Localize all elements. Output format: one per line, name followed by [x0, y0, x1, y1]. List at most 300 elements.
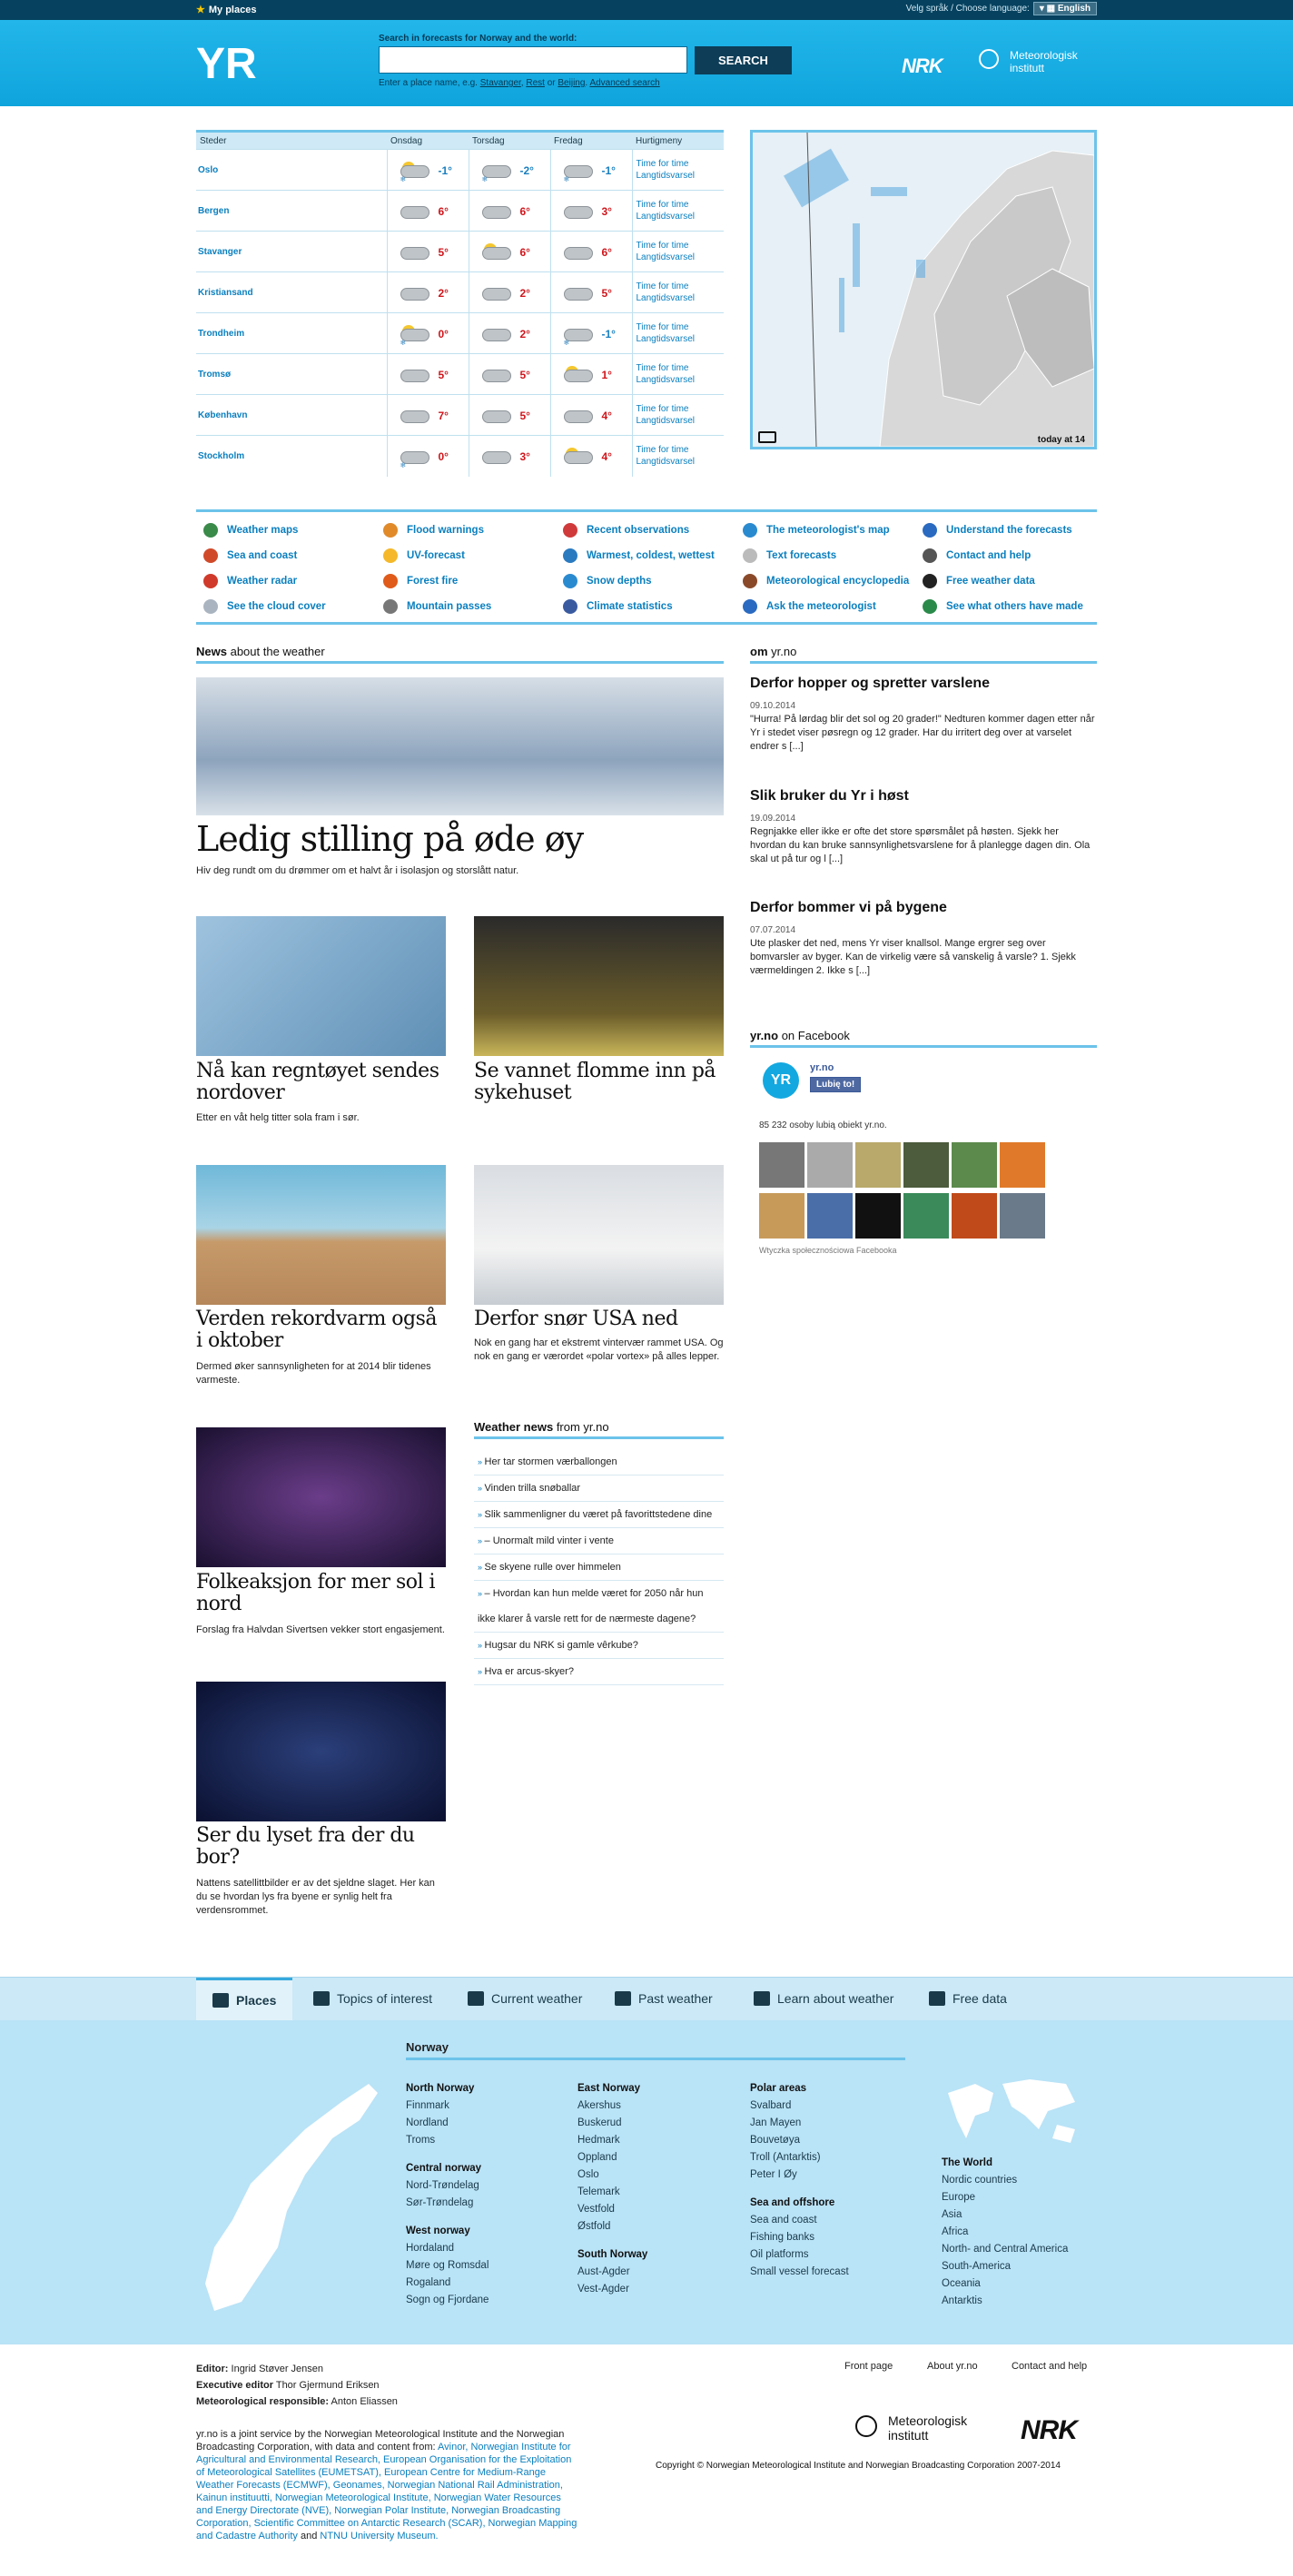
temperature: 0° — [438, 450, 449, 463]
place-link[interactable]: Tromsø — [196, 354, 387, 395]
fb-like-button[interactable]: Lubię to! — [810, 1077, 861, 1092]
hour-by-hour-link[interactable]: Time for time — [636, 404, 689, 414]
footer-link[interactable]: Fishing banks — [750, 2232, 814, 2243]
quick-menu — [632, 150, 724, 191]
quick-link[interactable]: Text forecasts — [735, 548, 917, 574]
day-forecast[interactable] — [550, 354, 632, 395]
quick-link[interactable]: Meteorological encyclopedia — [735, 574, 917, 599]
cloudy-icon — [482, 202, 511, 219]
footer-link[interactable]: Bouvetøya — [750, 2135, 800, 2146]
quick-link[interactable]: Weather maps — [196, 523, 378, 548]
hour-by-hour-link[interactable]: Time for time — [636, 363, 689, 373]
weather-news-item[interactable]: » Her tar stormen værballongen — [474, 1449, 724, 1476]
day-forecast[interactable] — [469, 191, 550, 232]
quick-links-column — [196, 523, 378, 625]
star-icon: ★ — [196, 5, 205, 15]
cloud-icon — [564, 451, 593, 464]
day-forecast[interactable] — [550, 395, 632, 436]
joint-service-text: yr.no is a joint service by the Norwegian Meteorological Institute and the Norwegian Broadcasting Corporation, with data and content from: Avinor, Norwegian Institute for Agricultural and Environmental Research, European Organisation for the Exploitation of Meteorological Satellites (EUMETSAT), European Centre for Medium-Range Weather Forecasts (ECMWF), Geonames, Norwegian National Rail Administration, Kainun instituutti, Norwegian Meteorological Institute, Norwegian Water Resources and Energy Directorate (NVE), Norwegian Polar Institute, Norwegian Broadcasting Corporation, Scientific Committee on Antarctic Research (SCAR), Norwegian Mapping and Cadastre Authority and NTNU University Museum. — [196, 2429, 577, 2541]
temperature: 5° — [519, 410, 530, 422]
search-input[interactable] — [379, 46, 687, 74]
place-link[interactable]: Bergen — [196, 191, 387, 232]
facebook-widget: YR yr.no Lubię to! 85 232 osoby lubią obiekt yr.no. Wtyczka społecznościowa Facebooka — [750, 1046, 1097, 1255]
om-heading: om yr.no — [750, 645, 1097, 664]
footer-link[interactable]: Telemark — [577, 2186, 620, 2197]
snow-icon: ❄ — [400, 461, 407, 469]
footer-link[interactable]: Buskerud — [577, 2117, 622, 2128]
weather-news-item[interactable]: » Vinden trilla snøballar — [474, 1476, 724, 1502]
cloud-icon — [564, 410, 593, 423]
cloud-icon — [482, 370, 511, 382]
footer-link[interactable]: Sogn og Fjordane — [406, 2295, 489, 2305]
site-header: YR Search in forecasts for Norway and the world: SEARCH Enter a place name, e.g. Stavanger, Rest or Beijing. Advanced search NRK Meteorologisk institutt — [0, 20, 1293, 106]
day-forecast[interactable] — [387, 272, 469, 313]
cloud-icon — [400, 206, 429, 219]
quick-link[interactable]: Flood warnings — [376, 523, 558, 548]
temperature: -1° — [601, 164, 616, 177]
cloudy-icon — [400, 243, 429, 260]
quick-link-icon — [203, 574, 218, 588]
news-image-2[interactable] — [474, 916, 724, 1056]
cloud-icon — [400, 370, 429, 382]
snow-icon: ❄ — [563, 339, 570, 347]
day-forecast[interactable] — [469, 354, 550, 395]
news-title-6[interactable]: Ser du lyset fra der du bor? — [196, 1824, 415, 1869]
footer-link[interactable]: Troll (Antarktis) — [750, 2152, 821, 2163]
weather-news-item[interactable]: » Hugsar du NRK si gamle vêrkube? — [474, 1633, 724, 1659]
footer-tab-icon — [212, 1993, 229, 2008]
footer-link[interactable]: Africa — [942, 2226, 969, 2237]
play-icon[interactable] — [758, 431, 776, 443]
temperature: 2° — [438, 287, 449, 300]
footer-link[interactable]: Østfold — [577, 2221, 611, 2232]
forecast-row — [196, 354, 724, 395]
footer-link[interactable]: Vestfold — [577, 2204, 615, 2215]
temperature: 5° — [519, 369, 530, 381]
forecast-header: Hurtigmeny — [632, 132, 724, 150]
long-term-link[interactable]: Langtidsvarsel — [636, 457, 695, 468]
news-ingress-6: Nattens satellittbilder er av det sjeldne slaget. Her kan du se hvordan lys fra byene er synlig helt fra verdensrommet. — [196, 1878, 435, 1916]
cloud-icon — [564, 247, 593, 260]
footer-region-heading[interactable]: The World — [942, 2157, 993, 2168]
news-main-image[interactable] — [196, 677, 724, 815]
quick-links-column — [556, 523, 737, 625]
footer-link[interactable]: Europe — [942, 2192, 976, 2203]
quick-link-icon — [923, 599, 937, 614]
hour-by-hour-link[interactable]: Time for time — [636, 200, 689, 210]
forecast-row — [196, 191, 724, 232]
hour-by-hour-link[interactable]: Time for time — [636, 241, 689, 251]
day-forecast[interactable] — [469, 436, 550, 477]
footer-link[interactable]: Vest-Agder — [577, 2284, 629, 2295]
temperature: 0° — [438, 328, 449, 341]
footer-region-heading[interactable]: Central norway — [406, 2163, 482, 2174]
temperature: 6° — [601, 246, 612, 259]
quick-link[interactable]: The meteorologist's map — [735, 523, 917, 548]
cloudy-icon — [482, 407, 511, 423]
map-svg — [753, 133, 1094, 447]
language-select[interactable]: ▾ ▦ English — [1033, 2, 1097, 15]
footer-tab-icon — [468, 1991, 484, 2006]
quick-link[interactable]: UV-forecast — [376, 548, 558, 574]
quick-link-icon — [203, 523, 218, 538]
weather-news-item[interactable]: » Se skyene rulle over himmelen — [474, 1554, 724, 1581]
news-title-4[interactable]: Derfor snør USA ned — [474, 1308, 678, 1330]
quick-link-icon — [743, 523, 757, 538]
footer-link[interactable]: Nordic countries — [942, 2175, 1018, 2186]
footer-region-heading[interactable]: East Norway — [577, 2083, 641, 2094]
footer-tab[interactable]: Free data — [929, 1989, 1007, 2008]
avatar[interactable] — [855, 1193, 901, 1239]
bullet-icon: » — [478, 1484, 485, 1493]
day-forecast[interactable] — [469, 232, 550, 272]
footer-link[interactable]: Aust-Agder — [577, 2266, 630, 2277]
avatar[interactable] — [903, 1193, 949, 1239]
advanced-search-link[interactable]: Advanced search — [589, 78, 660, 88]
footer-tab-icon — [615, 1991, 631, 2006]
cloudy-icon — [564, 243, 593, 260]
forecast-row — [196, 436, 724, 477]
yr-logo[interactable] — [196, 42, 267, 84]
footer-col — [750, 2080, 849, 2281]
quick-link[interactable]: See the cloud cover — [196, 599, 378, 625]
avatar[interactable] — [855, 1142, 901, 1188]
om-item[interactable]: Derfor hopper og spretter varslene 09.10.2014 "Hurra! På lørdag blir det sol og 20 grader!" Nedturen kommer dagen etter når Yr i stedet viser pøsregn og 12 grader. Har du irritert deg over at varselet endrer s [...] — [750, 676, 1095, 752]
footer-link[interactable]: Rogaland — [406, 2277, 451, 2288]
news-image-3[interactable] — [196, 1165, 446, 1305]
weather-news-item[interactable]: » Hva er arcus-skyer? — [474, 1659, 724, 1685]
sources-links[interactable]: Avinor, Norwegian Institute for Agricultural and Environmental Research, European Organisation for the Exploitation of Meteorological Satellites (EUMETSAT), European Centre for Medium-Range Weather Forecasts (ECMWF), Geonames, Norwegian National Rail Administration, Kainun instituutti, Norwegian Meteorological Institute, Norwegian Water Resources and Energy Directorate (NVE), Norwegian Polar Institute, Norwegian Broadcasting Corporation, Scientific Committee on Antarctic Research (SCAR), Norwegian Mapping and Cadastre Authority — [196, 2442, 577, 2541]
place-link[interactable]: Kristiansand — [196, 272, 387, 313]
place-link[interactable]: København — [196, 395, 387, 436]
avatar[interactable] — [1000, 1193, 1045, 1239]
quick-link[interactable]: Contact and help — [915, 548, 1097, 574]
hour-by-hour-link[interactable]: Time for time — [636, 322, 689, 332]
footer-link[interactable]: Nord-Trøndelag — [406, 2180, 479, 2191]
footer-link[interactable]: Antarktis — [942, 2295, 982, 2306]
snow-icon: ❄ — [400, 339, 407, 347]
quick-link-icon — [383, 548, 398, 563]
quick-link[interactable]: Climate statistics — [556, 599, 737, 625]
footer-tab-icon — [754, 1991, 770, 2006]
forecast-header: Torsdag — [469, 132, 550, 150]
cloud-icon — [400, 288, 429, 301]
quick-link[interactable]: Ask the meteorologist — [735, 599, 917, 625]
temperature: 1° — [601, 369, 612, 381]
news-ingress-4: Nok en gang har et ekstremt vintervær rammet USA. Og nok en gang er værordet «polar vortex» på alles lepper. — [474, 1337, 724, 1362]
search-hint: Enter a place name, e.g. Stavanger, Rest or Beijing. Advanced search — [379, 78, 660, 88]
cloudy-icon — [482, 366, 511, 382]
temperature: 5° — [438, 369, 449, 381]
bullet-icon: » — [478, 1457, 485, 1466]
temperature: 6° — [438, 205, 449, 218]
world-map-icon — [939, 2066, 1084, 2147]
place-link[interactable]: Oslo — [196, 150, 387, 191]
footer-link[interactable]: Hordaland — [406, 2243, 455, 2254]
news-title-2[interactable]: Se vannet flomme inn på sykehuset — [474, 1060, 716, 1104]
partly-cloudy-icon — [564, 366, 593, 382]
day-forecast[interactable] — [550, 191, 632, 232]
snow-icon: ❄ — [400, 175, 407, 183]
avatar[interactable] — [903, 1142, 949, 1188]
day-forecast[interactable] — [469, 272, 550, 313]
day-forecast[interactable] — [387, 191, 469, 232]
quick-menu — [632, 436, 724, 477]
footer-link[interactable]: Møre og Romsdal — [406, 2260, 489, 2271]
cloud-icon — [400, 410, 429, 423]
fb-fan-grid — [759, 1142, 1050, 1244]
quick-link-icon — [743, 548, 757, 563]
footer-link[interactable]: South-America — [942, 2261, 1012, 2272]
front-page-link[interactable]: Front page — [844, 2361, 893, 2372]
footer-region-heading[interactable]: Polar areas — [750, 2083, 807, 2094]
footer-region-heading[interactable]: South Norway — [577, 2249, 648, 2260]
cloudy-icon — [400, 366, 429, 382]
quick-link[interactable]: Forest fire — [376, 574, 558, 599]
footer-link[interactable]: Oil platforms — [750, 2249, 809, 2260]
quick-links — [196, 509, 1097, 625]
footer-tab[interactable]: Current weather — [468, 1989, 582, 2008]
top-bar — [0, 0, 1293, 20]
met-logo-footer[interactable]: Meteorologisk institutt — [855, 2412, 1001, 2452]
news-title-3[interactable]: Verden rekordvarm også i oktober — [196, 1308, 438, 1352]
day-forecast[interactable] — [550, 313, 632, 354]
footer-link[interactable]: Sør-Trøndelag — [406, 2197, 474, 2208]
temperature: 5° — [601, 287, 612, 300]
temperature: 4° — [601, 450, 612, 463]
cloud-icon — [564, 370, 593, 382]
my-places-link[interactable]: ★ My places — [196, 5, 257, 15]
quick-link-icon — [203, 599, 218, 614]
weather-news-item[interactable]: » – Unormalt mild vinter i vente — [474, 1528, 724, 1554]
footer-link[interactable]: Troms — [406, 2135, 436, 2146]
quick-link-icon — [383, 599, 398, 614]
news-image-6[interactable] — [196, 1682, 446, 1821]
bullet-icon: » — [478, 1641, 485, 1650]
news-main-title[interactable]: Ledig stilling på øde øy — [196, 819, 584, 859]
footer-link[interactable]: Jan Mayen — [750, 2117, 802, 2128]
nrk-logo[interactable]: NRK — [902, 54, 943, 77]
footer-link[interactable]: Small vessel forecast — [750, 2266, 849, 2277]
quick-link-icon — [923, 523, 937, 538]
weather-news-item[interactable]: » – Hvordan kan hun melde været for 2050 når hun ikke klarer å varsle rett for de nærmeste dagene? — [474, 1581, 724, 1633]
day-forecast[interactable] — [387, 232, 469, 272]
quick-link[interactable]: Free weather data — [915, 574, 1097, 599]
temperature: -1° — [601, 328, 616, 341]
day-forecast[interactable] — [469, 150, 550, 191]
cloud-icon — [482, 247, 511, 260]
day-forecast[interactable] — [550, 436, 632, 477]
fb-yr-avatar[interactable]: YR — [763, 1062, 799, 1099]
snow-icon: ❄ — [563, 175, 570, 183]
temperature: 6° — [519, 205, 530, 218]
footer-tab[interactable]: Topics of interest — [313, 1989, 432, 2008]
quick-menu — [632, 313, 724, 354]
long-term-link[interactable]: Langtidsvarsel — [636, 334, 695, 344]
weather-news-list — [474, 1449, 724, 1685]
bullet-icon: » — [478, 1536, 485, 1545]
temperature: -2° — [519, 164, 534, 177]
forecast-header: Steder — [196, 132, 387, 150]
flag-icon: ▦ — [1046, 4, 1056, 14]
place-link[interactable]: Stavanger — [196, 232, 387, 272]
news-ingress-3: Dermed øker sannsynligheten for at 2014 blir tidenes varmeste. — [196, 1361, 431, 1386]
quick-link-icon — [923, 548, 937, 563]
om-item[interactable]: Derfor bommer vi på bygene 07.07.2014 Ute plasker det ned, mens Yr viser knallsol. Mange ergrer seg over bomvarsler av byger. Kan de virkelig være så vanskelig å varsle? 1. Sjekk værmeldingen 2. Ikke s [...] — [750, 900, 1076, 976]
quick-link[interactable]: Snow depths — [556, 574, 737, 599]
news-title-1[interactable]: Nå kan regntøyet sendes nordover — [196, 1060, 439, 1104]
om-item[interactable]: Slik bruker du Yr i høst 19.09.2014 Regnjakke eller ikke er ofte det store spørsmålet på høsten. Sjekk her hvordan du kan bruke sannsynlighetsvarslene for å planlegge dagen din. Ola skal ut på tur og l [...] — [750, 788, 1091, 864]
long-term-link[interactable]: Langtidsvarsel — [636, 293, 695, 303]
day-forecast[interactable] — [550, 272, 632, 313]
quick-menu — [632, 232, 724, 272]
news-ingress-5: Forslag fra Halvdan Sivertsen vekker stort engasjement. — [196, 1624, 445, 1635]
footer-link[interactable]: Finnmark — [406, 2100, 449, 2111]
news-image-1[interactable] — [196, 916, 446, 1056]
forecast-row — [196, 232, 724, 272]
svg-text:YR: YR — [196, 42, 257, 84]
footer-tab[interactable]: Past weather — [615, 1989, 713, 2008]
footer-region-heading[interactable]: West norway — [406, 2226, 470, 2236]
cloud-icon — [400, 247, 429, 260]
quick-menu — [632, 191, 724, 232]
hour-by-hour-link[interactable]: Time for time — [636, 281, 689, 291]
day-forecast[interactable] — [387, 354, 469, 395]
quick-link[interactable]: Warmest, coldest, wettest — [556, 548, 737, 574]
facebook-heading: yr.no on Facebook — [750, 1029, 1097, 1048]
footer-col — [406, 2080, 489, 2309]
quick-link-icon — [563, 548, 577, 563]
day-forecast[interactable] — [387, 436, 469, 477]
footer-link[interactable]: Nordland — [406, 2117, 449, 2128]
nrk-logo-footer[interactable]: NRK — [1021, 2415, 1077, 2445]
quick-links-column — [915, 523, 1097, 625]
weather-map[interactable]: today at 14 — [750, 130, 1097, 449]
quick-link-icon — [743, 574, 757, 588]
bullet-icon: » — [478, 1563, 485, 1572]
temperature: -1° — [438, 164, 452, 177]
long-term-link[interactable]: Langtidsvarsel — [636, 212, 695, 222]
news-title-5[interactable]: Folkeaksjon for mer sol i nord — [196, 1571, 436, 1615]
bullet-icon: » — [478, 1589, 485, 1598]
quick-menu — [632, 395, 724, 436]
day-forecast[interactable] — [469, 313, 550, 354]
forecast-table — [196, 130, 724, 477]
footer-link[interactable]: Svalbard — [750, 2100, 792, 2111]
cloud-icon — [482, 288, 511, 301]
footer-tab[interactable]: Places — [196, 1978, 292, 2022]
forecast-row — [196, 313, 724, 354]
about-link[interactable]: About yr.no — [927, 2361, 978, 2372]
quick-link[interactable]: Understand the forecasts — [915, 523, 1097, 548]
day-forecast[interactable] — [387, 395, 469, 436]
footer-link[interactable]: Asia — [942, 2209, 962, 2220]
credits: Editor: Ingrid Støver Jensen Executive editor Thor Gjermund Eriksen Meteorological responsible: Anton Eliassen — [196, 2364, 398, 2407]
footer-region-heading[interactable]: Sea and offshore — [750, 2197, 835, 2208]
forecast-row — [196, 150, 724, 191]
quick-links-column — [735, 523, 917, 625]
footer-link[interactable]: North- and Central America — [942, 2244, 1069, 2255]
cloudy-icon — [482, 325, 511, 341]
avatar[interactable] — [952, 1142, 997, 1188]
temperature: 6° — [519, 246, 530, 259]
long-term-link[interactable]: Langtidsvarsel — [636, 375, 695, 385]
news-image-4[interactable] — [474, 1165, 724, 1305]
long-term-link[interactable]: Langtidsvarsel — [636, 416, 695, 426]
cloudy-icon — [564, 407, 593, 423]
temperature: 7° — [438, 410, 449, 422]
footer-link[interactable]: Hedmark — [577, 2135, 620, 2146]
quick-link[interactable]: See what others have made — [915, 599, 1097, 625]
news-image-5[interactable] — [196, 1427, 446, 1567]
footer-tab-icon — [313, 1991, 330, 2006]
footer-link[interactable]: Oslo — [577, 2169, 599, 2180]
place-link[interactable]: Stockholm — [196, 436, 387, 477]
day-forecast[interactable] — [387, 313, 469, 354]
day-forecast[interactable] — [550, 150, 632, 191]
partly-cloudy-icon — [564, 448, 593, 464]
quick-link[interactable]: Sea and coast — [196, 548, 378, 574]
news-heading: News about the weather — [196, 645, 724, 664]
avatar[interactable] — [807, 1142, 853, 1188]
quick-link[interactable]: Recent observations — [556, 523, 737, 548]
fb-page-name[interactable]: yr.no — [810, 1062, 834, 1073]
cloudy-icon — [400, 202, 429, 219]
cloudy-icon — [564, 284, 593, 301]
avatar[interactable] — [807, 1193, 853, 1239]
snow-icon: ❄ — [481, 175, 489, 183]
avatar[interactable] — [759, 1193, 804, 1239]
bullet-icon: » — [478, 1510, 485, 1519]
long-term-link[interactable]: Langtidsvarsel — [636, 171, 695, 181]
long-term-link[interactable]: Langtidsvarsel — [636, 252, 695, 262]
footer-link[interactable]: Peter I Øy — [750, 2169, 797, 2180]
temperature: 3° — [601, 205, 612, 218]
footer-world-col — [942, 2155, 1097, 2310]
footer-link[interactable]: Sea and coast — [750, 2215, 817, 2226]
place-link[interactable]: Trondheim — [196, 313, 387, 354]
cloudy-icon — [400, 407, 429, 423]
hour-by-hour-link[interactable]: Time for time — [636, 159, 689, 169]
footer-link[interactable]: Oppland — [577, 2152, 617, 2163]
footer-link[interactable]: Akershus — [577, 2100, 621, 2111]
copyright: Copyright © Norwegian Meteorological Institute and Norwegian Broadcasting Corporation 2007-2014 — [656, 2461, 1061, 2471]
footer-link[interactable]: Oceania — [942, 2278, 981, 2289]
temperature: 5° — [438, 246, 449, 259]
contact-link[interactable]: Contact and help — [1012, 2361, 1088, 2372]
footer-tab[interactable]: Learn about weather — [754, 1989, 893, 2008]
quick-link-icon — [743, 599, 757, 614]
avatar[interactable] — [952, 1193, 997, 1239]
cloud-icon — [482, 451, 511, 464]
footer-region-heading[interactable]: North Norway — [406, 2083, 475, 2094]
day-forecast[interactable] — [387, 150, 469, 191]
bullet-icon: » — [478, 1667, 485, 1676]
quick-menu — [632, 272, 724, 313]
day-forecast[interactable] — [469, 395, 550, 436]
hour-by-hour-link[interactable]: Time for time — [636, 445, 689, 456]
forecast-row — [196, 395, 724, 436]
footer-norway-heading: Norway — [406, 2040, 905, 2060]
avatar[interactable] — [759, 1142, 804, 1188]
weather-news-item[interactable]: » Slik sammenligner du været på favorittstedene dine — [474, 1502, 724, 1528]
day-forecast[interactable] — [550, 232, 632, 272]
quick-link[interactable]: Mountain passes — [376, 599, 558, 625]
avatar[interactable] — [1000, 1142, 1045, 1188]
quick-link[interactable]: Weather radar — [196, 574, 378, 599]
search-button[interactable]: SEARCH — [695, 46, 792, 74]
temperature: 3° — [519, 450, 530, 463]
